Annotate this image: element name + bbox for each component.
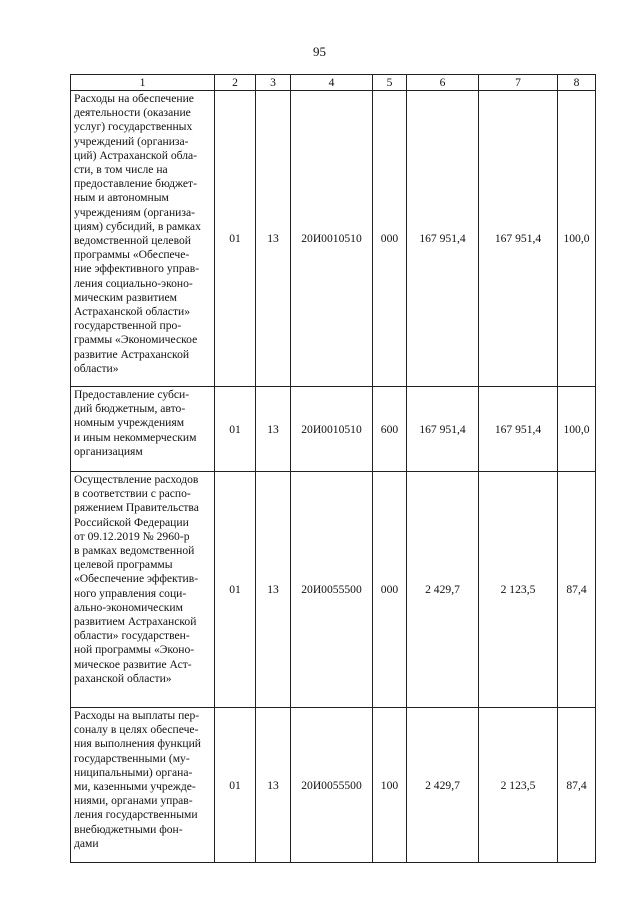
execution-percent: 87,4 bbox=[558, 472, 596, 708]
row-description: Предоставление субси- дий бюджетным, авто- номным учреждениям и иным некоммерческим организациям bbox=[71, 387, 215, 472]
table-row bbox=[71, 387, 596, 472]
execution-percent: 87,4 bbox=[558, 708, 596, 863]
column-header: 4 bbox=[291, 75, 373, 91]
target-article-code: 20И0010510 bbox=[291, 387, 373, 472]
executed-amount: 167 951,4 bbox=[479, 387, 558, 472]
target-article-code: 20И0055500 bbox=[291, 708, 373, 863]
executed-amount: 2 123,5 bbox=[479, 708, 558, 863]
page-number: 95 bbox=[313, 44, 326, 59]
column-header: 8 bbox=[558, 75, 596, 91]
column-header: 2 bbox=[215, 75, 256, 91]
execution-percent: 100,0 bbox=[558, 91, 596, 387]
table-header-row bbox=[71, 75, 596, 91]
column-header: 6 bbox=[407, 75, 479, 91]
column-header: 3 bbox=[256, 75, 291, 91]
executed-amount: 2 123,5 bbox=[479, 472, 558, 708]
section-code: 01 bbox=[215, 387, 256, 472]
section-code: 01 bbox=[215, 708, 256, 863]
executed-amount: 167 951,4 bbox=[479, 91, 558, 387]
planned-amount: 167 951,4 bbox=[407, 387, 479, 472]
planned-amount: 2 429,7 bbox=[407, 472, 479, 708]
column-header: 7 bbox=[479, 75, 558, 91]
subsection-code: 13 bbox=[256, 472, 291, 708]
subsection-code: 13 bbox=[256, 387, 291, 472]
table-row bbox=[71, 708, 596, 863]
execution-percent: 100,0 bbox=[558, 387, 596, 472]
section-code: 01 bbox=[215, 472, 256, 708]
row-description: Расходы на выплаты пер- соналу в целях обеспече- ния выполнения функций государственными (му- ниципальными) органа- ми, казенными учрежде- ниями, органами управ- ления государственными внебюджетными фон- дами bbox=[71, 708, 215, 863]
table-row bbox=[71, 472, 596, 708]
expense-type-code: 100 bbox=[373, 708, 407, 863]
target-article-code: 20И0055500 bbox=[291, 472, 373, 708]
row-description: Осуществление расходов в соответствии с распо- ряжением Правительства Российской Федерации от 09.12.2019 № 2960-р в рамках ведомственной целевой программы «Обеспечение эффектив- ного управления соци- ально-экономическим развитием Астраханской области» государствен- ной программы «Эконо- мическое развитие Аст- раханской области» bbox=[71, 472, 215, 708]
expense-type-code: 000 bbox=[373, 472, 407, 708]
budget-table bbox=[70, 74, 596, 863]
column-header: 1 bbox=[71, 75, 215, 91]
column-header: 5 bbox=[373, 75, 407, 91]
section-code: 01 bbox=[215, 91, 256, 387]
table-row bbox=[71, 91, 596, 387]
planned-amount: 167 951,4 bbox=[407, 91, 479, 387]
expense-type-code: 600 bbox=[373, 387, 407, 472]
planned-amount: 2 429,7 bbox=[407, 708, 479, 863]
subsection-code: 13 bbox=[256, 91, 291, 387]
expense-type-code: 000 bbox=[373, 91, 407, 387]
row-description: Расходы на обеспечение деятельности (оказание услуг) государственных учреждений (организа- ций) Астраханской обла- сти, в том числе на предоставление бюджет- ным и автономным учреждениям (организа- циям) субсидий, в рамках ведомственной целевой программы «Обеспече- ние эффективного управ- ления социально-эконо- мическим развитием Астраханской области» государственной про- граммы «Экономическое развитие Астраханской области» bbox=[71, 91, 215, 387]
target-article-code: 20И0010510 bbox=[291, 91, 373, 387]
subsection-code: 13 bbox=[256, 708, 291, 863]
